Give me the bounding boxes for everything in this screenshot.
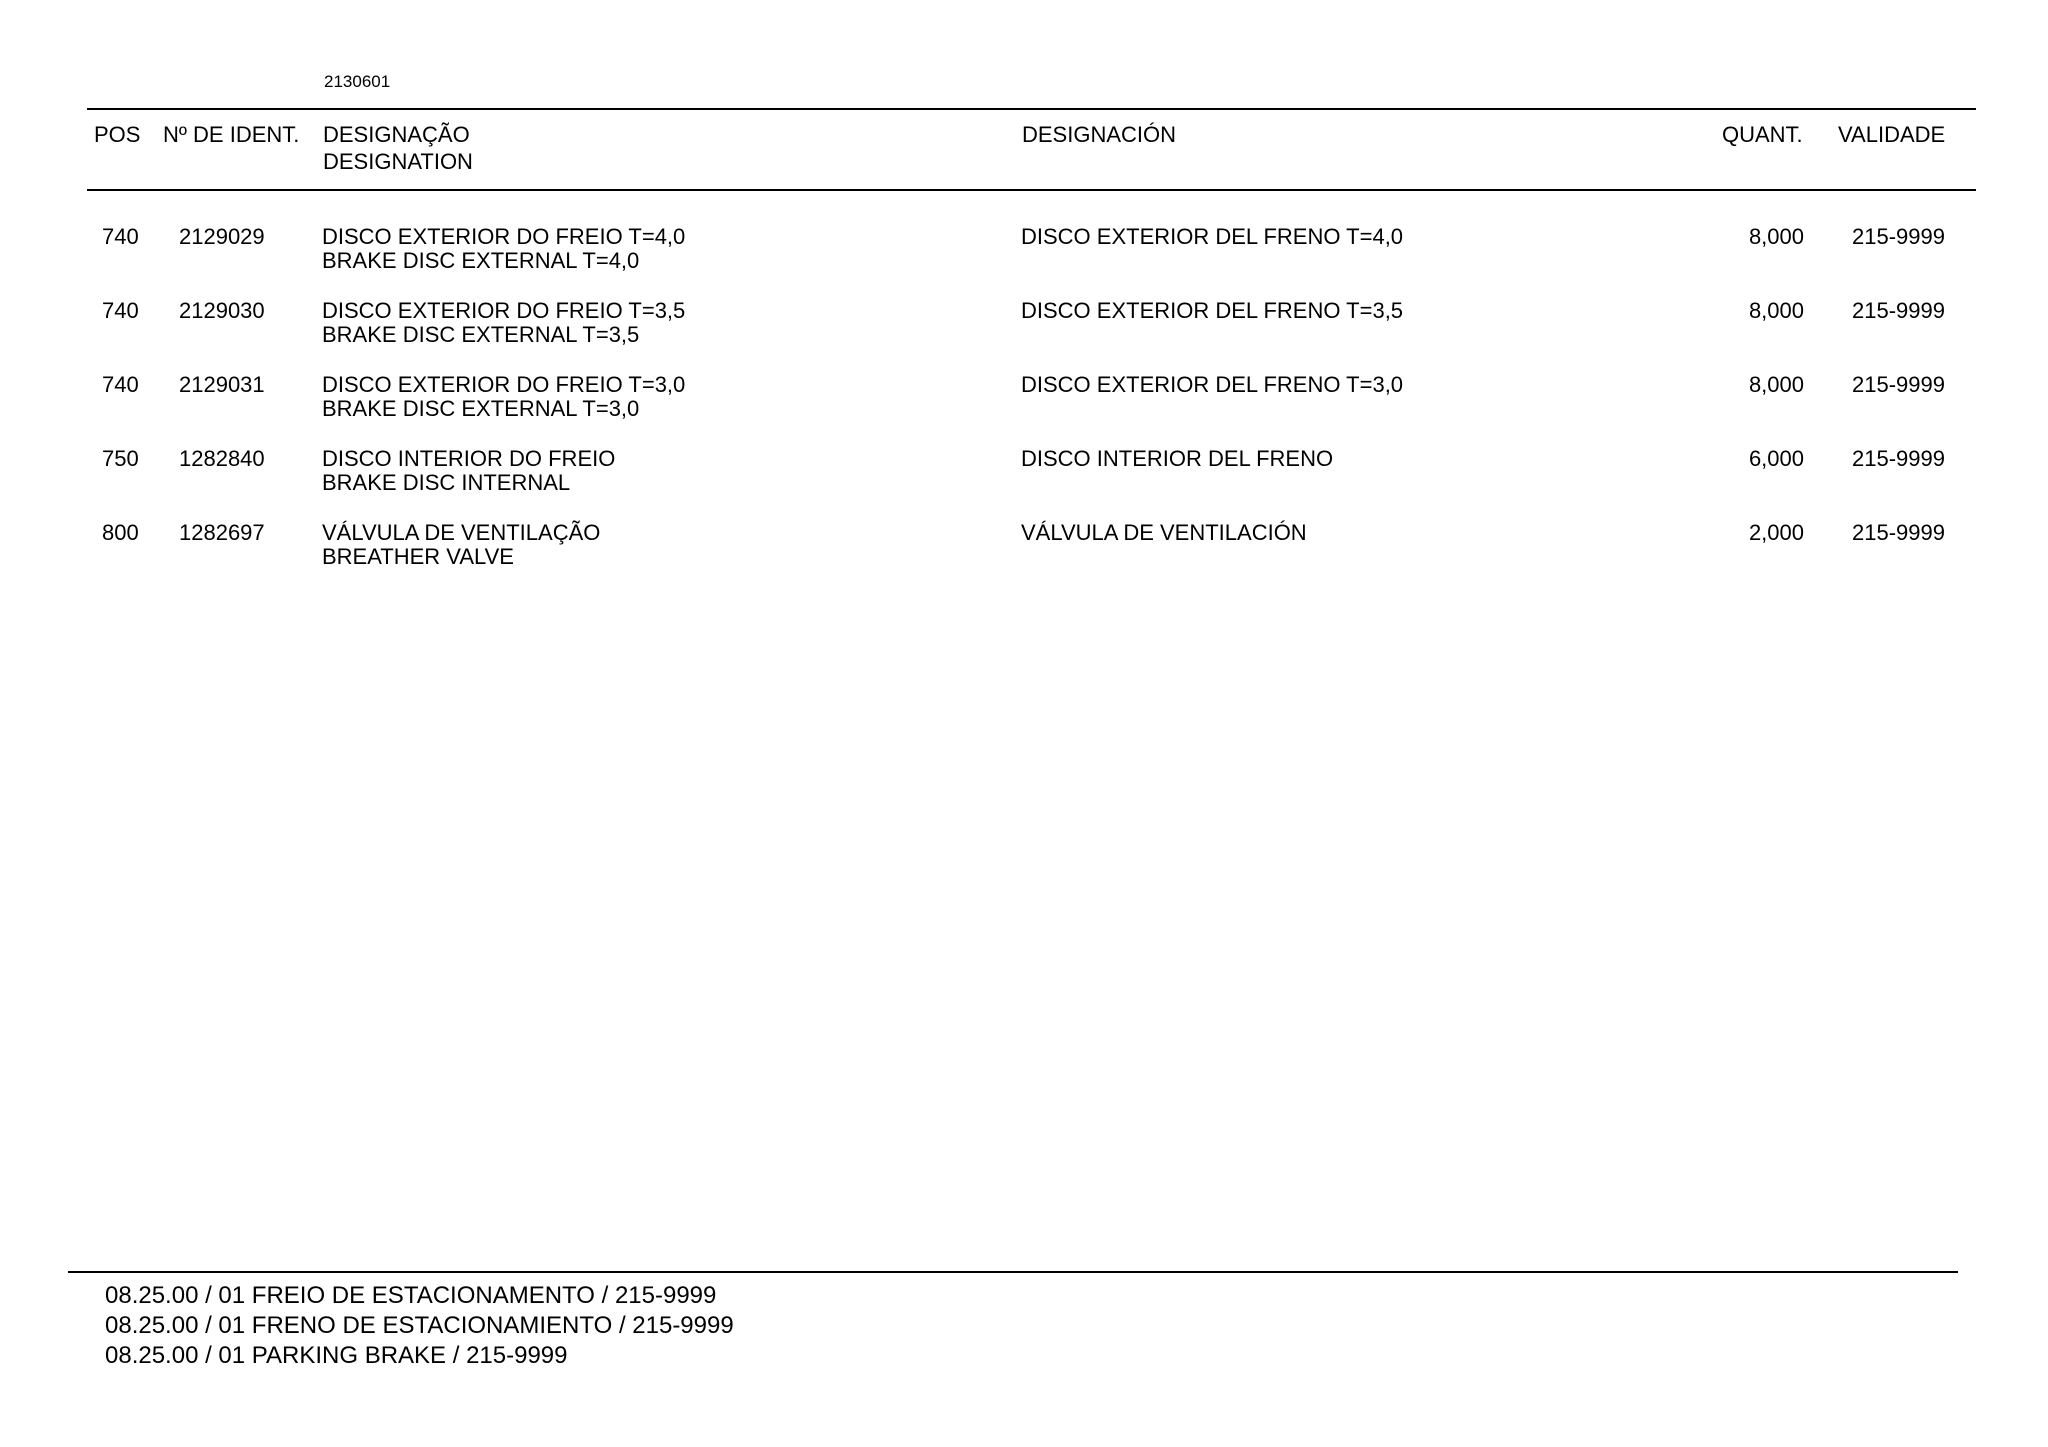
row-validity: 215-9999 [1852, 446, 1945, 471]
footer-line-es: 08.25.00 / 01 FRENO DE ESTACIONAMIENTO / 215-9999 [105, 1312, 734, 1339]
row-quantity: 8,000 [1748, 224, 1804, 249]
table-row [0, 447, 2048, 507]
header-designation-pt: DESIGNAÇÃO [323, 122, 470, 147]
header-designation-es: DESIGNACIÓN [1022, 122, 1177, 147]
footer-rule [68, 1271, 1958, 1273]
header-designation [323, 123, 473, 174]
table-row [0, 299, 2048, 359]
row-designation-en: BRAKE DISC EXTERNAL T=4,0 [322, 248, 640, 273]
row-designation-es: DISCO EXTERIOR DEL FRENO T=4,0 [1021, 224, 1404, 249]
row-designation-en: BRAKE DISC EXTERNAL T=3,5 [322, 322, 640, 347]
row-quantity: 8,000 [1748, 372, 1804, 397]
row-designation-es: DISCO INTERIOR DEL FRENO [1021, 446, 1334, 471]
row-validity: 215-9999 [1852, 372, 1945, 397]
table-header-rule [87, 189, 1976, 191]
row-ident: 1282840 [179, 446, 265, 471]
row-designation-en: BRAKE DISC INTERNAL [322, 470, 571, 495]
row-validity: 215-9999 [1852, 298, 1945, 323]
table-row [0, 521, 2048, 581]
row-quantity: 6,000 [1748, 446, 1804, 471]
row-designation-es: VÁLVULA DE VENTILACIÓN [1021, 520, 1307, 545]
header-ident: Nº DE IDENT. [163, 122, 300, 147]
row-designation-en: BRAKE DISC EXTERNAL T=3,0 [322, 396, 640, 421]
row-validity: 215-9999 [1852, 520, 1945, 545]
row-pos: 740 [102, 372, 139, 397]
footer-line-en: 08.25.00 / 01 PARKING BRAKE / 215-9999 [105, 1342, 568, 1369]
row-quantity: 8,000 [1748, 298, 1804, 323]
row-pos: 740 [102, 298, 139, 323]
footer-line-pt: 08.25.00 / 01 FREIO DE ESTACIONAMENTO / 215-9999 [105, 1282, 717, 1309]
row-ident: 1282697 [179, 520, 265, 545]
row-designation-pt: DISCO EXTERIOR DO FREIO T=3,5 [322, 298, 686, 323]
header-validity: VALIDADE [1838, 122, 1946, 147]
header-quantity: QUANT. [1722, 122, 1803, 147]
row-designation-es: DISCO EXTERIOR DEL FRENO T=3,0 [1021, 372, 1404, 397]
row-pos: 750 [102, 446, 139, 471]
header-pos: POS [94, 122, 141, 147]
row-designation-pt: DISCO INTERIOR DO FREIO [322, 446, 616, 471]
table-row [0, 373, 2048, 433]
document-number: 2130601 [324, 72, 391, 91]
row-designation-pt: VÁLVULA DE VENTILAÇÃO [322, 520, 601, 545]
table-row [0, 225, 2048, 285]
row-ident: 2129029 [179, 224, 265, 249]
footer [105, 1281, 734, 1371]
row-designation-es: DISCO EXTERIOR DEL FRENO T=3,5 [1021, 298, 1404, 323]
row-ident: 2129031 [179, 372, 265, 397]
row-pos: 800 [102, 520, 139, 545]
row-designation-pt: DISCO EXTERIOR DO FREIO T=3,0 [322, 372, 686, 397]
row-pos: 740 [102, 224, 139, 249]
row-validity: 215-9999 [1852, 224, 1945, 249]
row-designation-pt: DISCO EXTERIOR DO FREIO T=4,0 [322, 224, 686, 249]
header-designation-en: DESIGNATION [323, 149, 473, 174]
row-designation-en: BREATHER VALVE [322, 544, 514, 569]
row-quantity: 2,000 [1748, 520, 1804, 545]
row-ident: 2129030 [179, 298, 265, 323]
table-top-rule [87, 108, 1976, 110]
